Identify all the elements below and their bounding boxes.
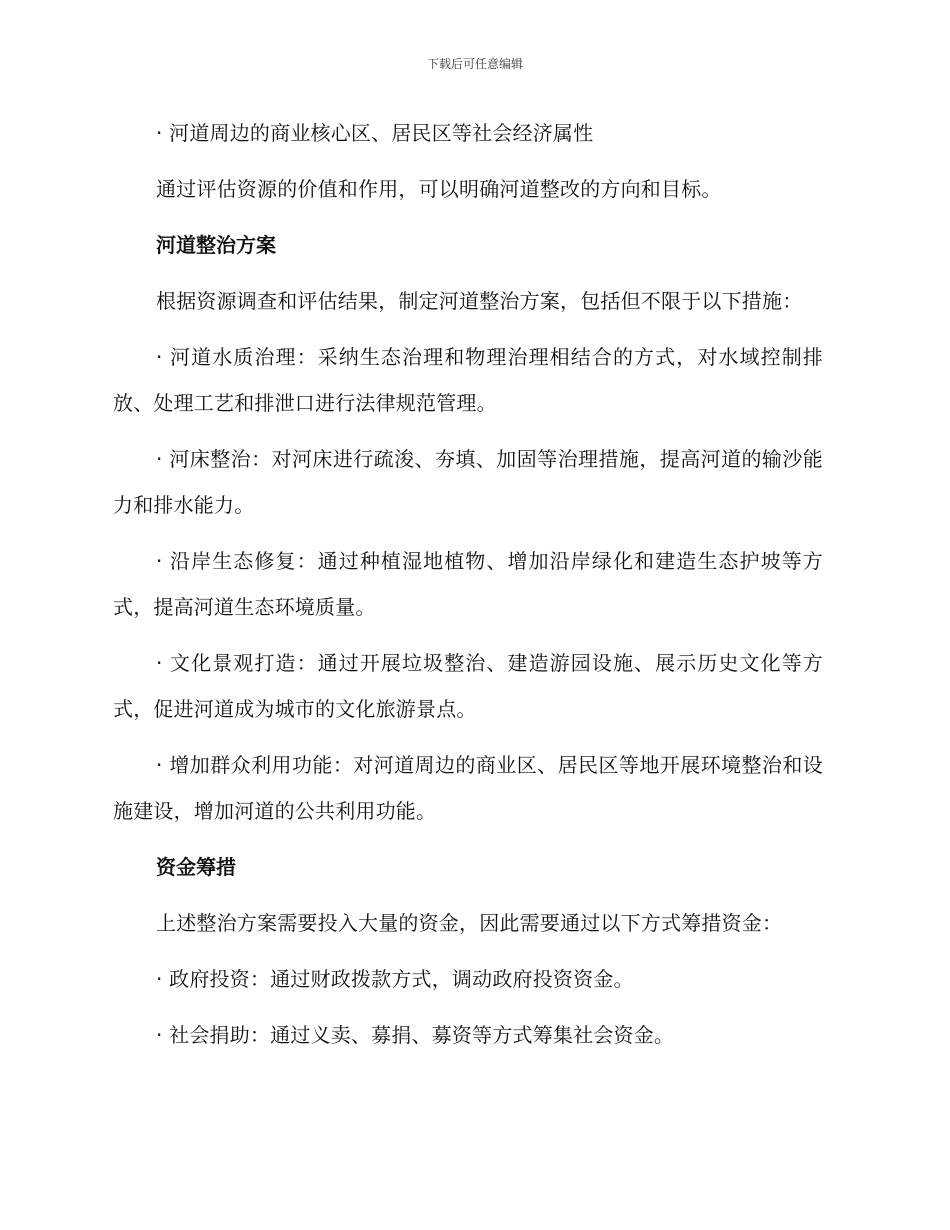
bullet-government: · 政府投资：通过财政拨款方式，调动政府投资资金。 bbox=[156, 967, 634, 991]
section-heading-funding: 资金筹措 bbox=[156, 855, 236, 879]
paragraph-evaluation: 通过评估资源的价值和作用，可以明确河道整改的方向和目标。 bbox=[156, 177, 722, 201]
bullet-donation: · 社会捐助：通过义卖、募捐、募资等方式筹集社会资金。 bbox=[156, 1023, 675, 1047]
bullet-riverbed: · 河床整治：对河床进行疏浚、夯填、加固等治理措施，提高河道的输沙能力和排水能力。 bbox=[113, 447, 823, 517]
bullet-socio-economic: · 河道周边的商业核心区、居民区等社会经济属性 bbox=[156, 121, 594, 145]
paragraph-funding-intro: 上述整治方案需要投入大量的资金，因此需要通过以下方式筹措资金： bbox=[156, 911, 783, 935]
paragraph-plan-intro: 根据资源调查和评估结果，制定河道整治方案，包括但不限于以下措施： bbox=[156, 289, 803, 313]
bullet-water-quality: · 河道水质治理：采纳生态治理和物理治理相结合的方式，对水域控制排放、处理工艺和排泄口进行法律规范管理。 bbox=[113, 345, 823, 415]
document-body bbox=[113, 110, 823, 1068]
section-heading-plan: 河道整治方案 bbox=[156, 233, 276, 257]
bullet-public-use: · 增加群众利用功能：对河道周边的商业区、居民区等地开展环境整治和设施建设，增加河道的公共利用功能。 bbox=[113, 753, 823, 823]
header-note: 下载后可任意编辑 bbox=[426, 57, 523, 71]
bullet-culture: · 文化景观打造：通过开展垃圾整治、建造游园设施、展示历史文化等方式，促进河道成为城市的文化旅游景点。 bbox=[113, 651, 823, 721]
bullet-ecology: · 沿岸生态修复：通过种植湿地植物、增加沿岸绿化和建造生态护坡等方式，提高河道生态环境质量。 bbox=[113, 549, 823, 619]
